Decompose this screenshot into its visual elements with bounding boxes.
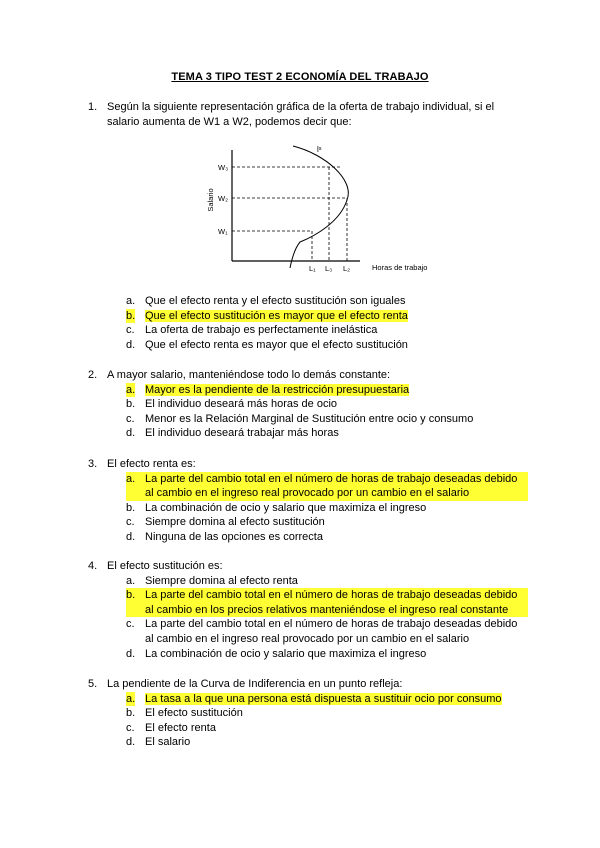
option-b <box>126 588 528 617</box>
option-text: La combinación de ocio y salario que maximiza el ingreso <box>145 501 427 514</box>
tick-l2: L₂ <box>343 264 351 273</box>
option-a <box>126 574 528 589</box>
tick-l3: L₃ <box>325 264 333 273</box>
question-number: 4. <box>88 560 98 572</box>
option-text: La parte del cambio total en el número de horas de trabajo deseadas debido al cambio en los precios relativos manteniéndose el ingreso real constante <box>145 589 518 616</box>
option-text: El individuo deseará más horas de ocio <box>145 398 338 411</box>
option-text: El salario <box>145 736 191 749</box>
option-letter: b. <box>126 707 136 720</box>
option-letter: d. <box>126 530 136 543</box>
labor-supply-figure <box>200 140 450 280</box>
option-letter: d. <box>126 647 136 660</box>
option-b <box>126 309 528 324</box>
option-text: La tasa a la que una persona está dispuesta a sustituir ocio por consumo <box>145 692 502 705</box>
question-number: 5. <box>88 678 98 690</box>
question-text: El efecto renta es: <box>107 458 196 470</box>
option-d <box>126 338 528 353</box>
y-axis-label: Salario <box>206 188 215 212</box>
option-text: El efecto sustitución <box>145 707 243 720</box>
question-2 <box>88 368 528 441</box>
option-text: Siempre domina al efecto sustitución <box>145 516 325 529</box>
option-c <box>126 617 528 646</box>
question-1 <box>88 100 528 129</box>
option-a <box>126 692 528 707</box>
question-3 <box>88 457 528 545</box>
option-b <box>126 501 528 516</box>
option-text: Siempre domina al efecto renta <box>145 574 298 587</box>
option-text: La oferta de trabajo es perfectamente inelástica <box>145 324 378 337</box>
option-text: Que el efecto renta y el efecto sustitución son iguales <box>145 295 406 307</box>
supply-curve <box>290 146 348 268</box>
tick-w3: W₃ <box>218 163 229 172</box>
option-letter: b. <box>126 309 136 322</box>
option-letter: b. <box>126 589 136 602</box>
question-5 <box>88 677 528 750</box>
option-b <box>126 706 528 721</box>
option-letter: b. <box>126 501 136 514</box>
question-text: A mayor salario, manteniéndose todo lo demás constante: <box>107 369 391 381</box>
option-d <box>126 735 528 750</box>
options-list <box>126 383 528 441</box>
option-d <box>126 426 528 441</box>
option-text: La parte del cambio total en el número de horas de trabajo deseadas debido al cambio en el ingreso real provocado por un cambio en el salario <box>145 618 518 645</box>
option-d <box>126 647 528 662</box>
options-list <box>126 294 528 352</box>
option-d <box>126 530 528 545</box>
options-list <box>126 692 528 750</box>
option-text: Que el efecto renta es mayor que el efecto sustitución <box>145 338 408 351</box>
option-letter: b. <box>126 398 136 411</box>
option-text: Menor es la Relación Marginal de Sustitución entre ocio y consumo <box>145 412 474 425</box>
option-a <box>126 383 528 398</box>
option-c <box>126 515 528 530</box>
option-letter: c. <box>126 412 135 425</box>
question-number: 1. <box>88 101 98 113</box>
option-letter: c. <box>126 618 135 631</box>
options-list <box>126 574 528 662</box>
option-letter: c. <box>126 721 135 734</box>
option-c <box>126 721 528 736</box>
question-number: 2. <box>88 369 98 381</box>
question-4 <box>88 559 528 661</box>
option-a <box>126 472 528 501</box>
option-letter: c. <box>126 516 135 529</box>
option-text: Que el efecto sustitución es mayor que el efecto renta <box>145 309 408 322</box>
option-a <box>126 294 528 309</box>
question-1-options <box>88 294 528 352</box>
option-c <box>126 323 528 338</box>
option-letter: a. <box>126 574 136 587</box>
option-text: El individuo deseará trabajar más horas <box>145 427 339 440</box>
option-letter: d. <box>126 338 136 351</box>
option-text: La combinación de ocio y salario que maximiza el ingreso <box>145 647 427 660</box>
option-letter: a. <box>126 692 136 705</box>
option-letter: a. <box>126 383 136 396</box>
question-text: Según la siguiente representación gráfica de la oferta de trabajo individual, si el salario aumenta de W1 a W2, podemos decir que: <box>107 101 495 128</box>
options-list <box>126 472 528 545</box>
option-letter: a. <box>126 472 136 485</box>
x-axis-label: Horas de trabajo <box>372 263 428 272</box>
tick-w1: W₁ <box>218 227 228 236</box>
option-letter: d. <box>126 736 136 749</box>
tick-l1: L₁ <box>309 264 316 273</box>
page-title: TEMA 3 TIPO TEST 2 ECONOMÍA DEL TRABAJO <box>171 71 429 83</box>
tick-w2: W₂ <box>218 194 228 203</box>
question-text: El efecto sustitución es: <box>107 560 223 572</box>
option-c <box>126 412 528 427</box>
question-number: 3. <box>88 458 98 470</box>
option-text: Ninguna de las opciones es correcta <box>145 530 323 543</box>
option-b <box>126 397 528 412</box>
curve-label: lˢ <box>317 145 322 154</box>
option-text: Mayor es la pendiente de la restricción presupuestaria <box>145 383 410 396</box>
option-letter: a. <box>126 295 136 307</box>
option-letter: c. <box>126 324 135 337</box>
option-text: La parte del cambio total en el número de horas de trabajo deseadas debido al cambio en el ingreso real provocado por un cambio en el salario <box>145 472 518 500</box>
option-letter: d. <box>126 427 136 440</box>
question-text: La pendiente de la Curva de Indiferencia en un punto refleja: <box>107 678 403 690</box>
option-text: El efecto renta <box>145 721 216 734</box>
